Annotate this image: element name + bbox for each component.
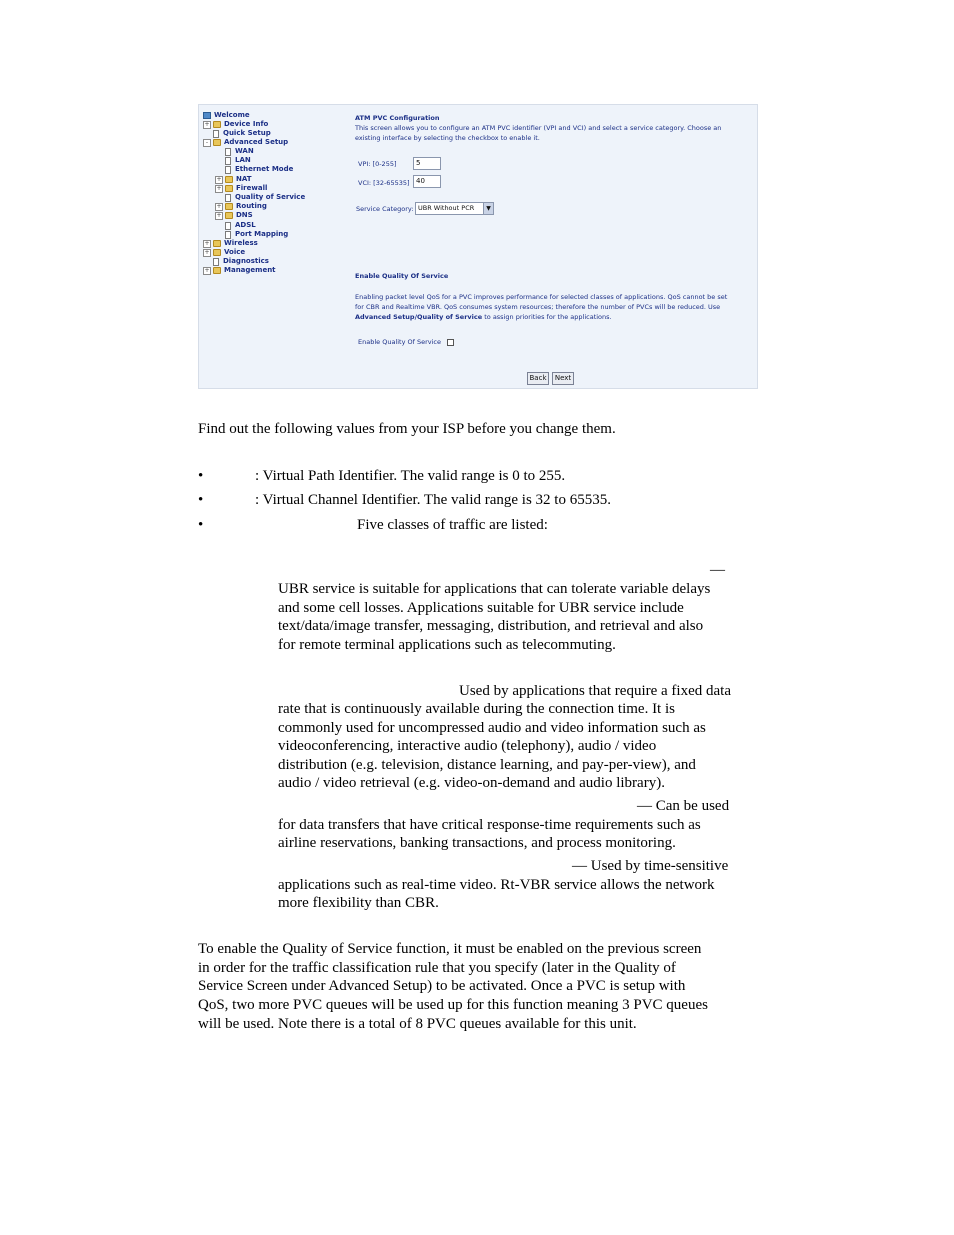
nrt-vbr-description: airline reservations, banking transactions, and process monitoring. (278, 835, 676, 851)
tree-item-port-mapping[interactable]: Port Mapping (225, 230, 288, 239)
nrt-vbr-description: for data transfers that have critical response-time requirements such as (278, 817, 701, 833)
expand-icon[interactable]: + (204, 120, 210, 128)
tree-item-quick-setup[interactable]: Quick Setup (213, 129, 271, 138)
tree-item-diagnostics[interactable]: Diagnostics (213, 257, 269, 266)
tree-item-advanced-setup[interactable]: - Advanced Setup (203, 138, 288, 147)
intro-paragraph: Find out the following values from your ISP before you change them. (198, 421, 616, 437)
expand-icon[interactable]: + (204, 239, 210, 247)
qos-description: for CBR and Realtime VBR. QoS consumes system resources; therefore the number of PVCs will be reduced. Use (355, 303, 721, 311)
qos-checkbox[interactable] (447, 339, 454, 346)
qos-paragraph: QoS, two more PVC queues will be used up for this function meaning 3 PVC queues (198, 997, 708, 1013)
tree-item-wan[interactable]: WAN (225, 147, 254, 156)
rt-vbr-description: applications such as real-time video. Rt-VBR service allows the network (278, 877, 715, 893)
qos-paragraph: Service Screen under Advanced Setup) to be activated. Once a PVC is setup with (198, 978, 686, 994)
tree-item-management[interactable]: + Management (204, 266, 276, 274)
qos-description-rest: to assign priorities for the applications. (482, 313, 612, 321)
page-icon (225, 166, 231, 174)
rt-vbr-description: — Used by time-sensitive (572, 858, 729, 874)
qos-checkbox-label: Enable Quality Of Service (358, 338, 441, 346)
page-icon (225, 194, 231, 202)
folder-icon (213, 249, 221, 256)
router-screenshot (198, 104, 758, 389)
bullet-marker: • (198, 517, 204, 533)
bullet-marker: • (198, 492, 204, 508)
ubr-description: UBR service is suitable for applications that can tolerate variable delays (278, 581, 711, 597)
chevron-down-icon[interactable]: ▼ (483, 203, 493, 214)
page-title: ATM PVC Configuration (355, 114, 440, 122)
cbr-description: audio / video retrieval (e.g. video-on-demand and audio library). (278, 775, 665, 791)
page-icon (213, 130, 219, 138)
tree-item-device-info[interactable]: + Device Info (204, 120, 269, 128)
cbr-description: Used by applications that require a fixed data (459, 683, 731, 699)
tree-item-welcome[interactable]: Welcome (203, 111, 250, 120)
back-button[interactable]: Back (527, 372, 549, 385)
nrt-vbr-description: — Can be used (637, 798, 730, 814)
ubr-description: and some cell losses. Applications suitable for UBR service include (278, 600, 684, 616)
cbr-description: distribution (e.g. television, distance learning, and pay-per-view), and (278, 757, 696, 773)
service-category-label: Service Category: (356, 205, 414, 213)
page-icon (225, 222, 231, 230)
tree-item-nat[interactable]: + NAT (216, 175, 252, 183)
tree-item-wireless[interactable]: + Wireless (204, 239, 258, 247)
folder-icon (225, 176, 233, 183)
page-icon (225, 148, 231, 156)
page-icon (225, 231, 231, 239)
bullet-vci: : Virtual Channel Identifier. The valid range is 32 to 65535. (255, 492, 611, 508)
folder-icon (225, 203, 233, 210)
collapse-icon[interactable]: - (203, 139, 211, 147)
ubr-dash: — (710, 562, 725, 578)
next-button[interactable]: Next (552, 372, 574, 385)
tree-item-ethernet-mode[interactable]: Ethernet Mode (225, 165, 293, 174)
rt-vbr-description: more flexibility than CBR. (278, 895, 439, 911)
qos-paragraph: will be used. Note there is a total of 8 PVC queues available for this unit. (198, 1016, 637, 1032)
folder-icon (213, 240, 221, 247)
intro-text: This screen allows you to configure an ATM PVC identifier (VPI and VCI) and select a service category. Choose an (355, 124, 722, 132)
qos-link-text: Advanced Setup/Quality of Service (355, 313, 483, 321)
ubr-description: for remote terminal applications such as telecommuting. (278, 637, 616, 653)
vpi-input[interactable]: 5 (413, 157, 441, 170)
page-icon (225, 157, 231, 165)
expand-icon[interactable]: + (204, 248, 210, 256)
intro-text: existing interface by selecting the checkbox to enable it. (355, 134, 540, 142)
folder-icon (225, 212, 233, 219)
cbr-description: commonly used for uncompressed audio and video information such as (278, 720, 706, 736)
bullet-service-category: Five classes of traffic are listed: (357, 517, 548, 533)
vci-label: VCI: [32-65535] (358, 179, 410, 187)
tree-item-adsl[interactable]: ADSL (225, 221, 256, 230)
tree-item-firewall[interactable]: + Firewall (216, 184, 268, 192)
folder-icon (225, 185, 233, 192)
expand-icon[interactable]: + (216, 175, 222, 183)
bullet-vpi: : Virtual Path Identifier. The valid range is 0 to 255. (255, 468, 566, 484)
expand-icon[interactable]: + (216, 211, 222, 219)
tree-item-lan[interactable]: LAN (225, 156, 251, 165)
config-panel (355, 113, 750, 143)
ubr-description: text/data/image transfer, messaging, distribution, and retrieval and also (278, 618, 704, 634)
tree-item-voice[interactable]: + Voice (204, 248, 246, 256)
globe-icon (203, 112, 211, 119)
vci-input[interactable]: 40 (413, 175, 441, 188)
vpi-label: VPI: [0-255] (358, 160, 397, 168)
folder-icon (213, 139, 221, 146)
qos-description: Enabling packet level QoS for a PVC improves performance for selected classes of applications. QoS cannot be set (355, 293, 728, 301)
expand-icon[interactable]: + (216, 184, 222, 192)
folder-icon (213, 121, 221, 128)
tree-item-routing[interactable]: + Routing (216, 202, 267, 210)
cbr-description: rate that is continuously available during the connection time. It is (278, 701, 675, 717)
service-category-value: UBR Without PCR (418, 204, 475, 212)
cbr-description: videoconferencing, interactive audio (telephony), audio / video (278, 738, 657, 754)
qos-paragraph: To enable the Quality of Service function, it must be enabled on the previous screen (198, 941, 702, 957)
folder-icon (213, 267, 221, 274)
tree-item-quality-of-service[interactable]: Quality of Service (225, 193, 305, 202)
bullet-marker: • (198, 468, 204, 484)
qos-paragraph: in order for the traffic classification rule that you specify (later in the Quality of (198, 960, 676, 976)
tree-item-dns[interactable]: + DNS (216, 211, 253, 219)
page-icon (213, 258, 219, 266)
qos-heading: Enable Quality Of Service (355, 272, 449, 280)
expand-icon[interactable]: + (204, 266, 210, 274)
qos-description (355, 313, 612, 321)
service-category-select[interactable] (415, 202, 494, 215)
expand-icon[interactable]: + (216, 202, 222, 210)
